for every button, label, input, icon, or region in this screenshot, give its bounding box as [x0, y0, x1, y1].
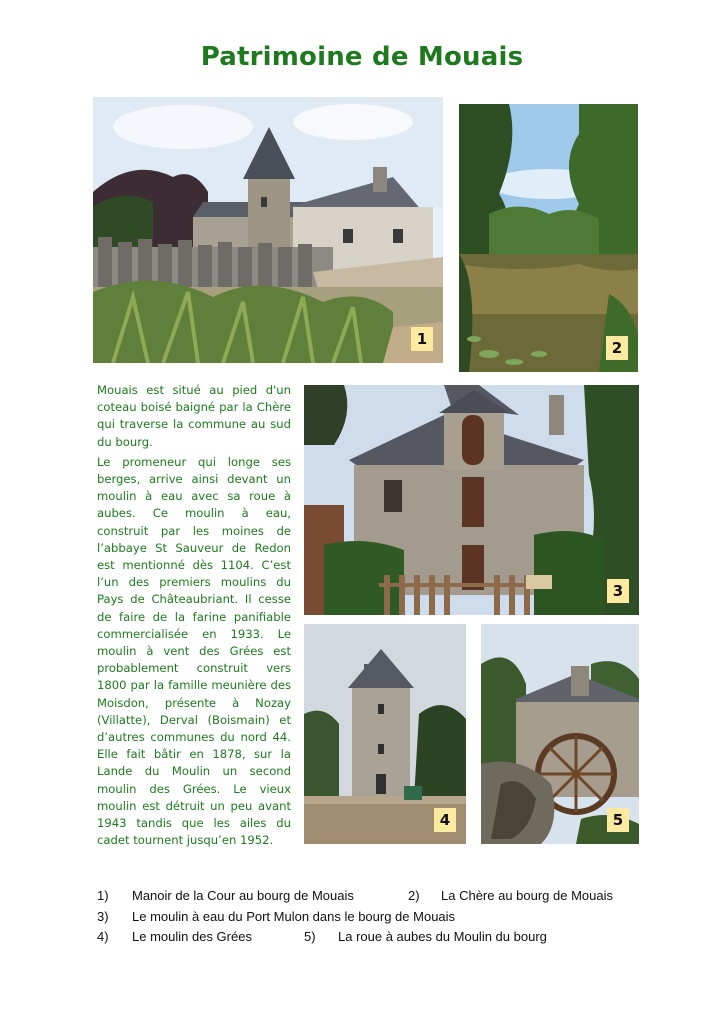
- caption-number: 3): [97, 908, 109, 924]
- caption-text: Manoir de la Cour au bourg de Mouais: [132, 888, 354, 903]
- photo-moulin-port-mulon: [304, 385, 639, 615]
- caption-number: 5): [304, 929, 316, 944]
- caption-list: [97, 888, 657, 950]
- photo-roue-aubes: [481, 624, 639, 844]
- photo-manoir: [93, 97, 443, 363]
- caption-number: 4): [97, 929, 109, 944]
- caption-number: 2): [408, 888, 420, 903]
- paragraph: Mouais est situé au pied d'un coteau boisé baigné par la Chère qui traverse la commune au sud du bourg.: [97, 383, 291, 449]
- photo-number-badge: 5: [607, 808, 629, 832]
- photo-number-badge: 3: [607, 579, 629, 603]
- caption-text: Le moulin des Grées: [132, 929, 252, 944]
- caption-text: La Chère au bourg de Mouais: [441, 888, 614, 903]
- caption-text: Le moulin à eau du Port Mulon dans le bourg de Mouais: [132, 908, 456, 924]
- caption-text: La roue à aubes du Moulin du bourg: [338, 929, 547, 944]
- caption-row: [97, 888, 657, 909]
- photo-number-badge: 4: [434, 808, 456, 832]
- photo-number-badge: 2: [606, 336, 628, 360]
- photo-chere: [459, 104, 638, 372]
- caption-row: [97, 909, 657, 930]
- caption-row: [97, 929, 657, 950]
- photo-number-badge: 1: [411, 327, 433, 351]
- caption-number: 1): [97, 888, 109, 903]
- photo-moulin-grees: [304, 624, 466, 844]
- page-title: Patrimoine de Mouais: [200, 42, 524, 72]
- body-text: [97, 382, 291, 852]
- paragraph: Le promeneur qui longe ses berges, arrive ainsi devant un moulin à eau avec sa roue à aubes. Ce moulin à eau, construit par les moines de l’abbaye St Sauveur de Redon est mentionné dès 1104. C’est l’un des premiers moulins du Pays de Châteaubriant. Il cesse de faire de la farine panifiable commercialisée en 1933. Le moulin à vent des Grées est probablement construit vers 1800 par la famille meunière des Moisdon, présente à Nozay (Villatte), Derval (Boismain) et d’autres communes du nord 44. Elle fait bâtir en 1878, sur la Lande du Moulin un second moulin des Grées. Le vieux moulin est détruit un peu avant 1943 tandis que les ailes du cadet tournent jusqu’en 1952.: [97, 454, 291, 848]
